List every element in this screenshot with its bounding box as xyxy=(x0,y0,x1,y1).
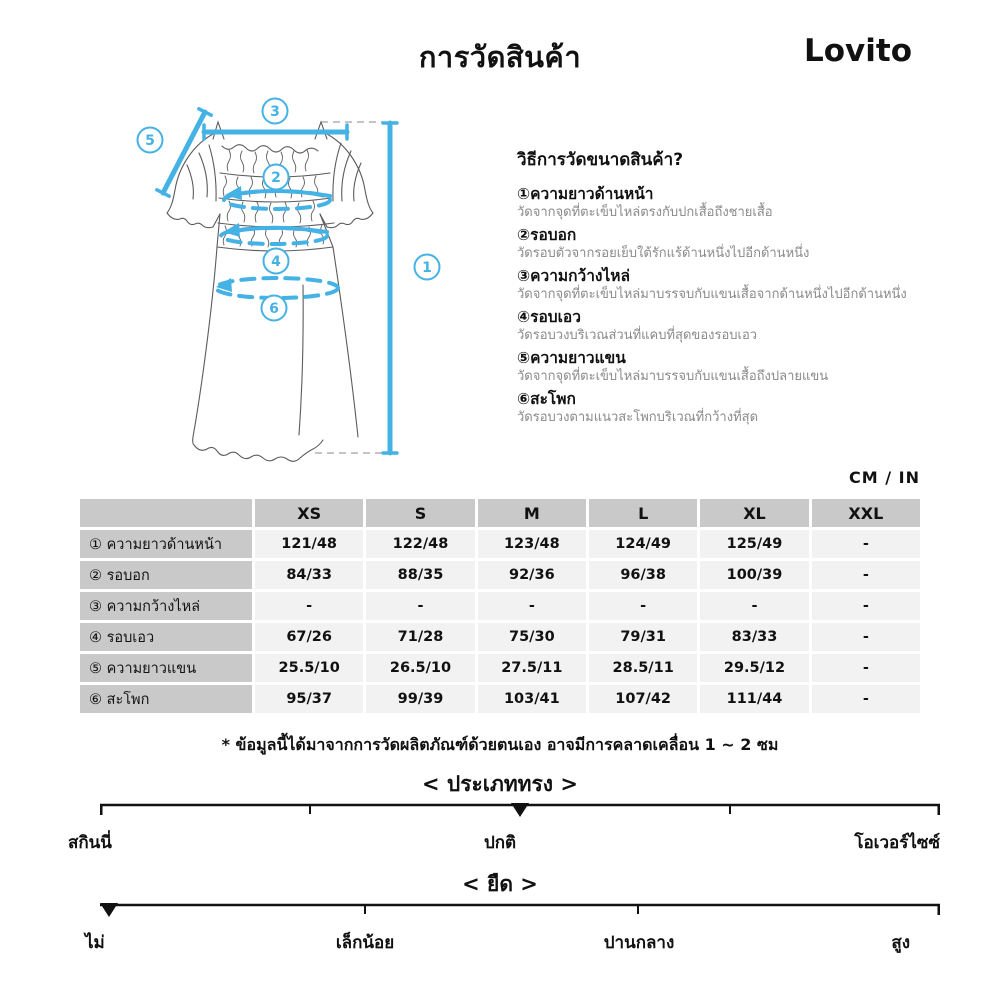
instruction-desc: วัดรอบตัวจากรอยเย็บใต้รักแร้ด้านหนึ่งไปอีกด้านหนึ่ง xyxy=(517,246,810,261)
stretch-label-high: สูง xyxy=(891,933,910,953)
table-cell: - xyxy=(700,592,808,620)
table-cell: 71/28 xyxy=(366,623,474,651)
table-cell: - xyxy=(478,592,586,620)
table-cell: 88/35 xyxy=(366,561,474,589)
page-title: การวัดสินค้า xyxy=(418,40,582,74)
instruction-desc: วัดจากจุดที่ตะเข็บไหล่มาบรรจบกับแขนเสื้อจากด้านหนึ่งไปอีกด้านหนึ่ง xyxy=(517,287,907,302)
instruction-item xyxy=(517,348,985,385)
table-cell: - xyxy=(812,685,920,713)
size-table xyxy=(80,499,920,713)
measurement-instructions xyxy=(517,146,985,430)
table-cell: 29.5/12 xyxy=(700,654,808,682)
measure-bar-shoulder xyxy=(204,125,347,139)
fit-label-skinny: สกินนี่ xyxy=(68,833,112,853)
marker-4: 4 xyxy=(271,254,281,270)
table-cell: 92/36 xyxy=(478,561,586,589)
marker-1: 1 xyxy=(422,260,432,276)
marker-2: 2 xyxy=(271,170,281,186)
marker-6: 6 xyxy=(269,301,279,317)
table-cell: 103/41 xyxy=(478,685,586,713)
table-cell: 125/49 xyxy=(700,530,808,558)
stretch-label-medium: ปานกลาง xyxy=(603,933,675,953)
instruction-title: ③ความกว้างไหล่ xyxy=(517,267,630,285)
row-label: ⑥ สะโพก xyxy=(80,685,252,713)
dress-measurement-diagram xyxy=(125,95,445,470)
instruction-desc: วัดจากจุดที่ตะเข็บไหล่มาบรรจบกับแขนเสื้อถึงปลายแขน xyxy=(517,369,829,384)
fit-scale-title: < ประเภททรง > xyxy=(422,772,578,796)
table-cell: - xyxy=(255,592,363,620)
row-label: ④ รอบเอว xyxy=(80,623,252,651)
table-cell: 26.5/10 xyxy=(366,654,474,682)
table-cell: 75/30 xyxy=(478,623,586,651)
table-cell: 99/39 xyxy=(366,685,474,713)
row-label: ① ความยาวด้านหน้า xyxy=(80,530,252,558)
table-cell: 79/31 xyxy=(589,623,697,651)
table-cell: 83/33 xyxy=(700,623,808,651)
table-cell: 67/26 xyxy=(255,623,363,651)
instruction-desc: วัดรอบวงตามแนวสะโพกบริเวณที่กว้างที่สุด xyxy=(517,410,759,425)
instruction-desc: วัดรอบวงบริเวณส่วนที่แคบที่สุดของรอบเอว xyxy=(517,328,758,343)
table-cell: 84/33 xyxy=(255,561,363,589)
table-cell: - xyxy=(812,561,920,589)
brand-logo: Lovito xyxy=(803,33,912,69)
table-cell: 123/48 xyxy=(478,530,586,558)
stretch-scale-title: < ยืด > xyxy=(462,872,538,896)
instruction-title: ⑤ความยาวแขน xyxy=(517,349,626,367)
instruction-title: ④รอบเอว xyxy=(517,308,581,326)
table-cell: - xyxy=(812,623,920,651)
instruction-item xyxy=(517,307,985,344)
row-label: ③ ความกว้างไหล่ xyxy=(80,592,252,620)
instruction-title: ②รอบอก xyxy=(517,226,577,244)
col-header-xl: XL xyxy=(700,499,808,527)
instruction-item xyxy=(517,266,985,303)
table-cell: 124/49 xyxy=(589,530,697,558)
instruction-item xyxy=(517,225,985,262)
unit-label: CM / IN xyxy=(849,468,920,487)
stretch-label-slight: เล็กน้อย xyxy=(335,933,395,953)
measurement-overlays xyxy=(157,109,397,453)
instruction-title: ①ความยาวด้านหน้า xyxy=(517,185,654,203)
col-header-xxl: XXL xyxy=(812,499,920,527)
instructions-heading: วิธีการวัดขนาดสินค้า? xyxy=(517,150,684,170)
table-cell: 95/37 xyxy=(255,685,363,713)
col-header-l: L xyxy=(589,499,697,527)
table-cell: 121/48 xyxy=(255,530,363,558)
table-cell: - xyxy=(812,530,920,558)
table-cell: - xyxy=(366,592,474,620)
measure-bar-front-length xyxy=(383,123,397,453)
instruction-title: ⑥สะโพก xyxy=(517,390,576,408)
table-cell: 96/38 xyxy=(589,561,697,589)
stretch-scale-marker xyxy=(100,903,118,917)
table-cell: - xyxy=(812,592,920,620)
row-label: ② รอบอก xyxy=(80,561,252,589)
guide-dashed-lines xyxy=(315,122,383,453)
fit-scale-marker xyxy=(511,803,529,817)
fit-label-oversize: โอเวอร์ไซซ์ xyxy=(854,833,940,853)
stretch-scale-axis xyxy=(100,903,940,925)
table-cell: 27.5/11 xyxy=(478,654,586,682)
col-header-xs: XS xyxy=(255,499,363,527)
marker-3: 3 xyxy=(270,104,280,120)
table-cell: 25.5/10 xyxy=(255,654,363,682)
stretch-label-none: ไม่ xyxy=(85,933,105,953)
table-corner-cell xyxy=(80,499,252,527)
instruction-desc: วัดจากจุดที่ตะเข็บไหล่ตรงกับปกเสื้อถึงชายเสื้อ xyxy=(517,205,773,220)
table-cell: 28.5/11 xyxy=(589,654,697,682)
instruction-item xyxy=(517,389,985,426)
table-cell: 100/39 xyxy=(700,561,808,589)
marker-5: 5 xyxy=(145,133,155,149)
fit-scale-axis xyxy=(100,803,940,825)
table-cell: 122/48 xyxy=(366,530,474,558)
table-cell: 111/44 xyxy=(700,685,808,713)
table-cell: - xyxy=(589,592,697,620)
col-header-s: S xyxy=(366,499,474,527)
fit-label-regular: ปกติ xyxy=(483,833,517,853)
measure-bar-sleeve xyxy=(157,109,211,196)
col-header-m: M xyxy=(478,499,586,527)
measurement-tolerance-note: * ข้อมูลนี้ได้มาจากการวัดผลิตภัณฑ์ด้วยตนเอง อาจมีการคลาดเคลื่อน 1 ~ 2 ซม xyxy=(221,735,779,754)
instruction-item xyxy=(517,184,985,221)
measure-ellipse-waist xyxy=(221,223,327,244)
table-cell: 107/42 xyxy=(589,685,697,713)
table-cell: - xyxy=(812,654,920,682)
row-label: ⑤ ความยาวแขน xyxy=(80,654,252,682)
